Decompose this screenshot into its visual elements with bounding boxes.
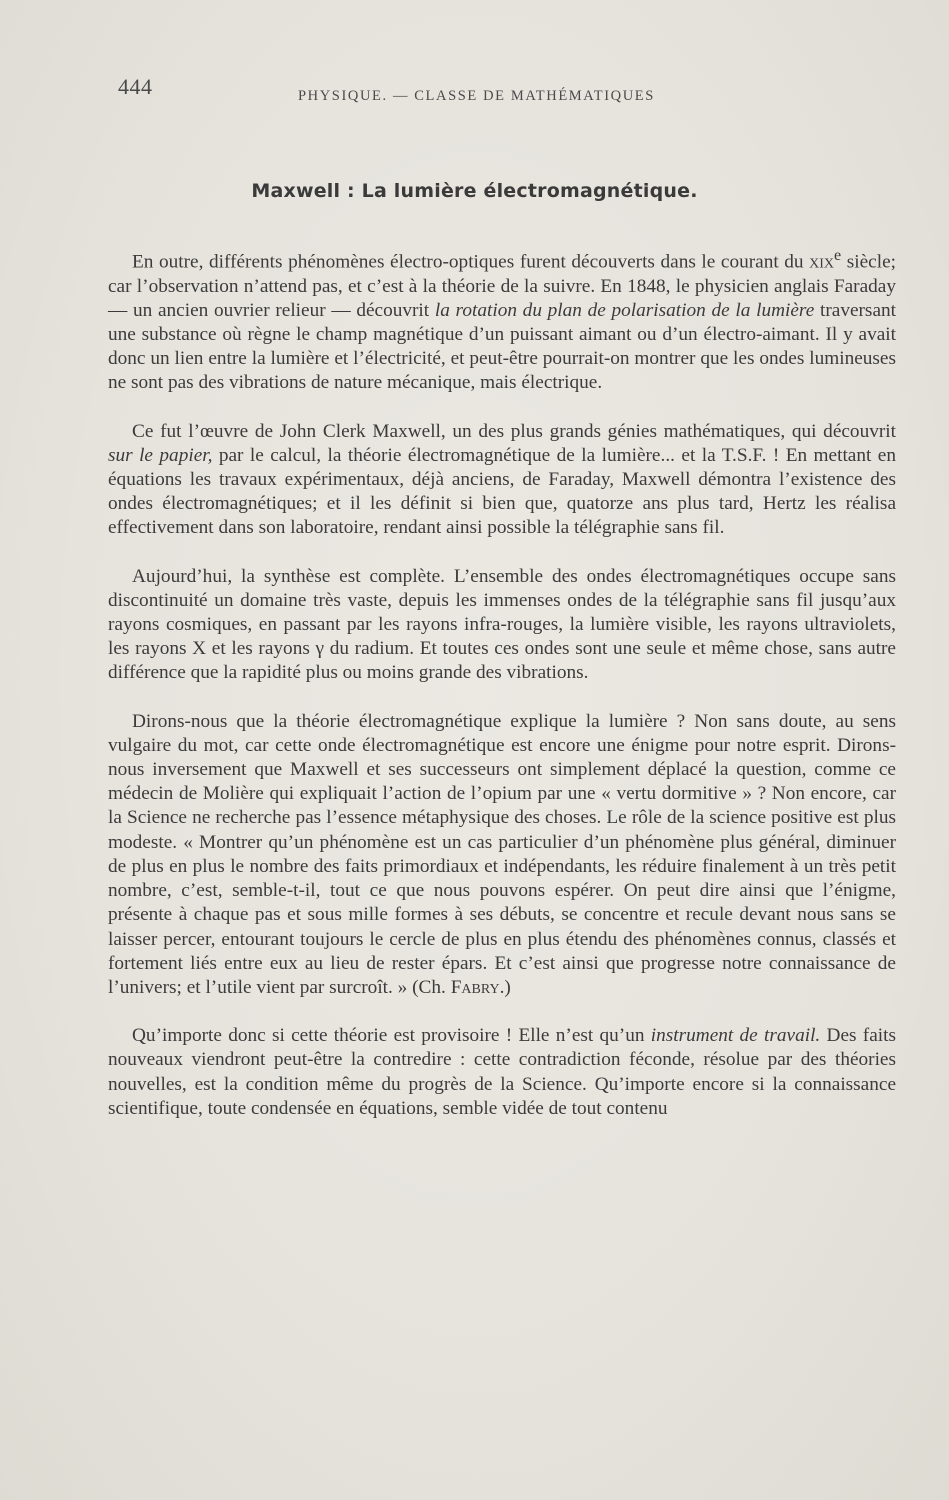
- page-number: 444: [118, 74, 153, 99]
- paragraph-4-end: .): [499, 976, 511, 998]
- paragraph-1-text-c: traversant une substance où règne le champ magnétique d’un puissant aimant ou d’un électro-aimant. Il y avait donc un lien entre la lumière et l’électricité, et peut-être pourrait-on montrer que les ondes lumineuses ne sont pas des vibrations de nature mécanique, mais électrique.: [108, 299, 896, 394]
- body-text: [108, 244, 896, 1139]
- paragraph-5-text-a: Qu’importe donc si cette théorie est provisoire ! Elle n’est qu’un: [132, 1025, 651, 1047]
- paragraph-5-emphasis: instrument de travail.: [650, 1025, 821, 1047]
- paragraph-2-emphasis: sur le papier,: [108, 444, 213, 466]
- paragraph-4-text: Dirons-nous que la théorie électromagnétique explique la lumière ? Non sans doute, au sens vulgaire du mot, car cette onde électromagnétique est encore une énigme pour notre esprit. Dirons-nous inversement que Maxwell et ses successeurs ont simplement déplacé la question, comme ce médecin de Molière qui expliquait l’action de l’opium par une « vertu dormitive » ? Non encore, car la Science ne recherche pas l’essence métaphysique des choses. Le rôle de la science positive est plus modeste. « Montrer qu’un phénomène est un cas particulier d’un phénomène plus général, diminuer de plus en plus le nombre des faits primordiaux et indépendants, les réduire finalement à un très petit nombre, c’est, semble-t-il, tout ce que nous pouvons espérer. On peut dire ainsi que l’énigme, présente à chaque pas et sous mille formes à ses débuts, se concentre et recule devant nous sans se laisser percer, entourant toujours le cercle de plus en plus étendu des phénomènes connus, classés et fortement liés entre eux au lieu de rester épars. Et c’est ainsi que progresse notre connaissance de l’univers; et l’utile vient par surcroît. » (Ch.: [108, 710, 896, 998]
- paragraph-3: Aujourd’hui, la synthèse est complète. L’ensemble des ondes électromagnétiques occupe sans discontinuité un domaine très vaste, depuis les immenses ondes de la télégraphie sans fil jusqu’aux rayons cosmiques, en passant par les rayons infra-rouges, la lumière visible, les rayons ultraviolets, les rayons X et les rayons γ du radium. Et toutes ces ondes sont une seule et même chose, sans autre différence que la rapidité plus ou moins grande des vibrations.: [108, 565, 896, 684]
- century-superscript: e: [834, 247, 842, 264]
- paragraph-1: [108, 244, 896, 396]
- paragraph-5-text-b: Des faits nouveaux viendront peut-être la contredire : cette contradiction féconde, résolue par des théories nouvelles, est la condition même du progrès de la Science. Qu’importe encore si la connaissance scientifique, toute condensée en équations, semble vidée de tout contenu: [108, 1025, 896, 1119]
- section-title: Maxwell : La lumière électromagnétique.: [251, 180, 698, 202]
- paragraph-1-text-a: En outre, différents phénomènes électro-optiques furent découverts dans le courant du: [132, 251, 810, 273]
- page-header: [110, 74, 850, 108]
- paragraph-2: [108, 420, 896, 541]
- paragraph-2-text-b: par le calcul, la théorie électromagnétique de la lumière... et la T.S.F. ! En mettant en équations les travaux expérimentaux, déjà anciens, de Faraday, Maxwell démontra l’existence des ondes électromagnétiques; et il les définit si bien que, quatorze ans plus tard, Hertz les réalisa effectivement dans son laboratoire, rendant ainsi possible la télégraphie sans fil.: [108, 444, 896, 539]
- author-name: Fabry: [450, 976, 500, 998]
- running-head: PHYSIQUE. — CLASSE DE MATHÉMATIQUES: [298, 88, 655, 104]
- century-numeral: xix: [809, 251, 835, 273]
- paragraph-2-text-a: Ce fut l’œuvre de John Clerk Maxwell, un des plus grands génies mathématiques, qui découvrit: [132, 420, 896, 442]
- paragraph-5: [108, 1024, 896, 1121]
- paragraph-4: [108, 710, 896, 1000]
- paragraph-1-emphasis: la rotation du plan de polarisation de la lumière: [434, 299, 815, 321]
- paragraph-1-text-b: siècle; car l’observation n’attend pas, et c’est à la théorie de la suivre. En 1848, le physicien anglais Faraday — un ancien ouvrier relieur — découvrit: [108, 251, 896, 321]
